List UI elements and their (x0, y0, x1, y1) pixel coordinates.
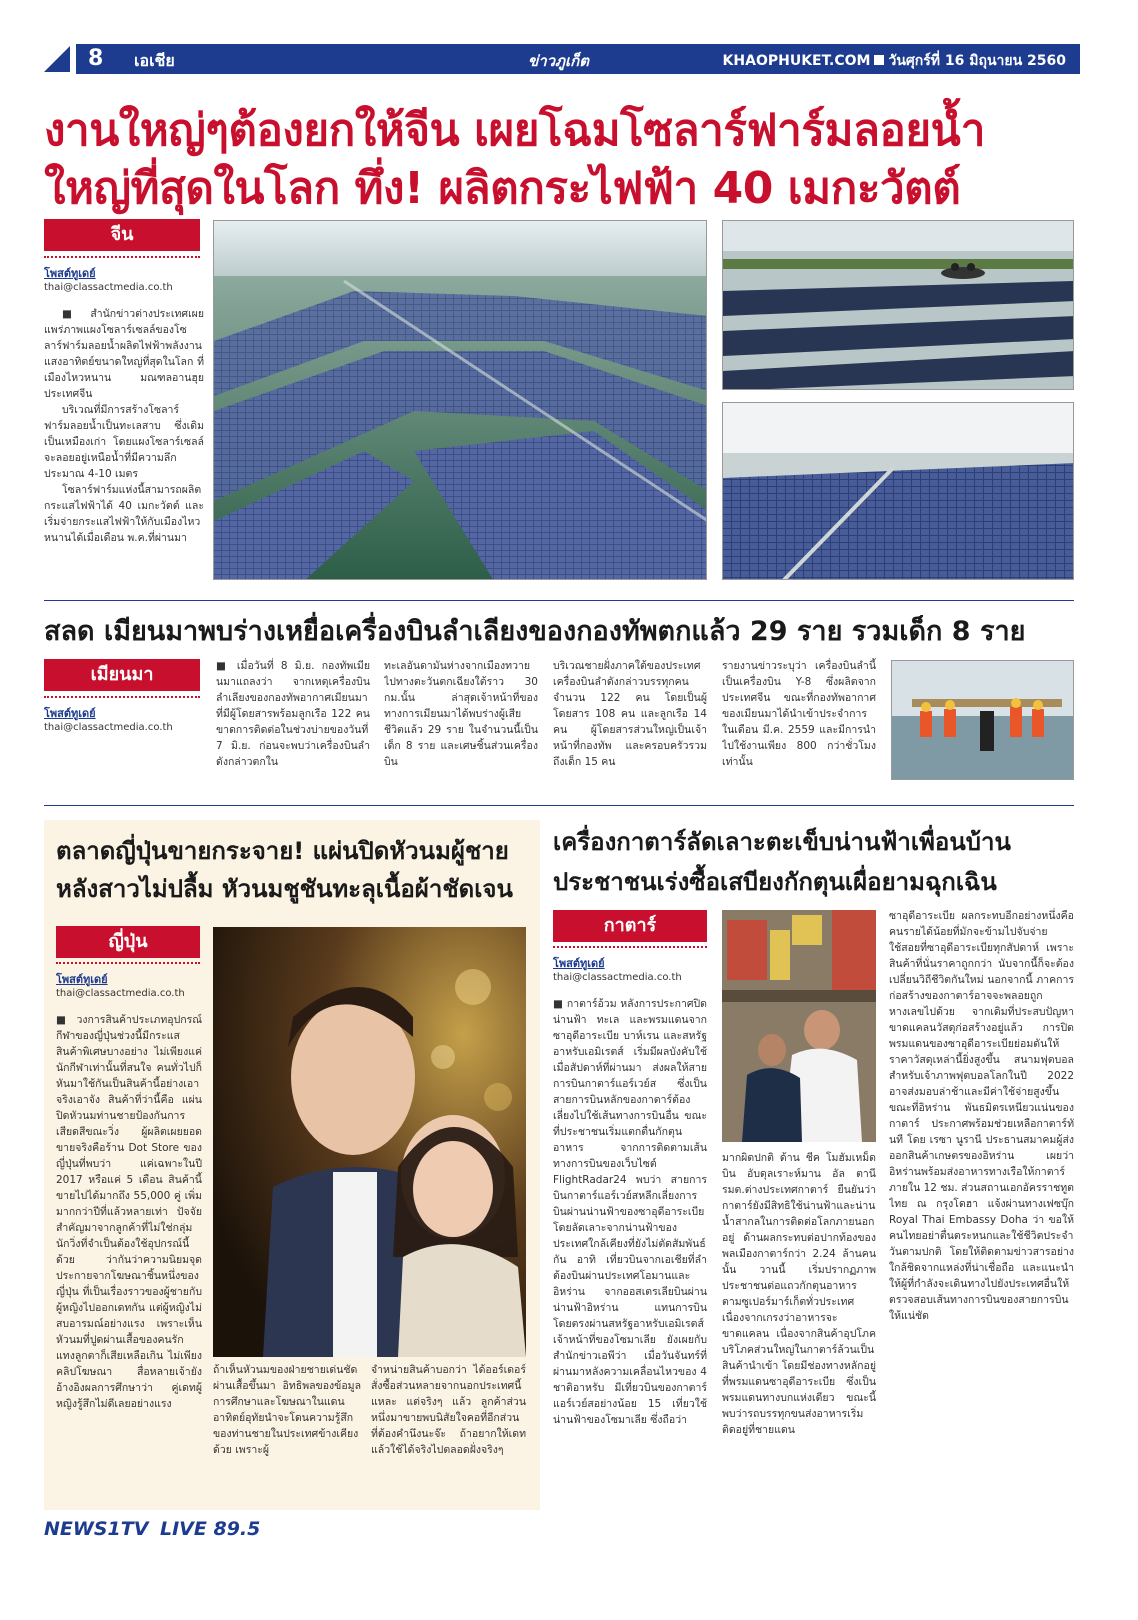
article4-column-2: มากผิดปกติ ด้าน ชีค โมฮัมเหม็ด บิน อับดุลเราะห์มาน อัล ตานี รมต.ต่างประเทศกาตาร์ ยืนยันว่า กาตาร์ยังมีสิทธิใช้น่านฟ้าและน่านน้ำสากลในการติดต่อโลกภายนอกอยู่ ด้านผลกระทบต่อปากท้องของพลเมืองกาตาร์กว่า 2.24 ล้านคนนั้น วานนี้ เริ่มปรากฏภาพประชาชนต่อแถวกักตุนอาหารตามซูเปอร์มาร์เก็ตทั่วประเทศ เนื่องจากเกรงว่าอาหารจะขาดแคลน เนื่องจากสินค้าอุปโภคบริโภคส่วนใหญ่ในกาตาร์ล้วนเป็นสินค้านำเข้า โดยมีช่องทางหลักอยู่ที่พรมแดนซาอุดีอาระเบีย ซึ่งเป็นพรมแดนทางบกแห่งเดียว ขณะนี้พบว่ารถบรรทุกขนส่งอาหารเริ่มติดอยู่ที่ชายแดน (722, 1152, 876, 1436)
article3-headline-line1: ตลาดญี่ปุ่นขายกระจาย! แผ่นปิดหัวนมผู้ชาย (56, 837, 509, 865)
header-date-line (723, 50, 1066, 72)
article1-paragraph: ■ สำนักข่าวต่างประเทศเผยแพร่ภาพแผงโซลาร์เซลล์ของโซลาร์ฟาร์มลอยน้ำผลิตไฟฟ้าพลังงานแสงอาทิตย์ขนาดใหญ่ที่สุดในโลก ที่เมืองไหวหนาน มณฑลอานฮุย ประเทศจีน (44, 308, 204, 400)
corner-logo-mark (44, 46, 70, 72)
article2-email[interactable]: thai@classactmedia.co.th (44, 722, 173, 733)
article3-couple-photo (213, 927, 526, 1357)
article2-column-2: ทะเลอันดามันห่างจากเมืองทวายไปทางตะวันตกเฉียงใต้ราว 30 กม.นั้น ล่าสุดเจ้าหน้าที่ของทางการเมียนมาได้พบร่างผู้เสียชีวิตแล้ว 29 ราย ในจำนวนนี้เป็นเด็ก 8 ราย และเศษชิ้นส่วนเครื่องบิน (384, 660, 538, 768)
article1-byline-block (44, 264, 204, 293)
article4-headline-line2: ประชาชนเร่งซื้อเสบียงกักตุนเผื่อยามฉุกเฉิน (553, 868, 997, 896)
article1-paragraph: โซลาร์ฟาร์มแห่งนี้สามารถผลิตกระแสไฟฟ้าได้ 40 เมกะวัตต์ และเริ่มจ่ายกระแสไฟฟ้าให้กับเมืองไหวหนานได้เมื่อเดือน พ.ค.ที่ผ่านมา (44, 484, 204, 544)
article3-headline (56, 832, 536, 908)
article2-country-tag: เมียนมา (44, 659, 200, 691)
article4-headline (553, 822, 1083, 902)
article1-headline (44, 102, 1094, 218)
website-link[interactable]: KHAOPHUKET.COM (722, 53, 871, 69)
article3-email[interactable]: thai@classactmedia.co.th (56, 988, 185, 999)
newspaper-logo: ข่าวภูเก็ต (528, 52, 589, 70)
article4-country-tag: กาตาร์ (553, 910, 707, 942)
article2-rescue-photo (891, 660, 1074, 780)
footer-news1tv-logo: NEWS1TV (44, 1518, 149, 1540)
article1-paragraph: บริเวณที่มีการสร้างโซลาร์ฟาร์มลอยน้ำเป็นทะเลสาบ ซึ่งเดิมเป็นเหมืองเก่า โดยแผงโซลาร์เซลล์จะลอยอยู่เหนือน้ำที่มีความลึกประมาณ 4-10 เมตร (44, 404, 204, 480)
article2-column-4: รายงานข่าวระบุว่า เครื่องบินลำนี้เป็นเครื่องบิน Y-8 ซึ่งผลิตจากประเทศจีน ขณะที่กองทัพอากาศของเมียนมาได้นำเข้าประจำการในเดือน มี.ค. 2559 และมีการนำไปใช้งานเพียง 800 กว่าชั่วโมงเท่านั้น (722, 660, 876, 768)
article4-byline[interactable]: โพสต์ทูเดย์ (553, 957, 605, 970)
article1-headline-line1: งานใหญ่ๆต้องยกให้จีน เผยโฉมโซลาร์ฟาร์มลอยน้ำ (44, 105, 985, 156)
article1-body (44, 306, 204, 578)
article3-byline-block (56, 970, 206, 999)
article1-country-tag: จีน (44, 219, 200, 251)
article3-headline-line2: หลังสาวไม่ปลื้ม หัวนมชูชันทะลุเนื้อผ้าชัดเจน (56, 875, 513, 903)
issue-date: วันศุกร์ที่ 16 มิถุนายน 2560 (888, 53, 1066, 69)
article1-main-photo (213, 220, 707, 580)
article4-shoppers-photo (722, 910, 876, 1142)
article2-headline: สลด เมียนมาพบร่างเหยื่อเครื่องบินลำเลียงของกองทัพตกแล้ว 29 ราย รวมเด็ก 8 ราย (44, 616, 1026, 647)
article3-column-1: ■ วงการสินค้าประเภทอุปกรณ์กีฬาของญี่ปุ่นช่วงนี้มีกระแสสินค้าพิเศษบางอย่าง ไม่เพียงแค่นักกีฬาเท่านั้นที่สนใจ คนทั่วไปก็หันมาใช้กันเป็นสินค้านี้อย่างเอาจริงเอาจัง สินค้าที่ว่านี้คือ แผ่นปิดหัวนมท่านชายป้องกันการเสียดสีขณะวิ่ง ผู้ผลิตเผยยอดขายจริงคือร้าน Dot Store ของญี่ปุ่นที่พบว่า แค่เฉพาะในปี 2017 หรือแค่ 5 เดือน สินค้านี้ขายไปได้มากถึง 55,000 คู่ เพิ่มมากกว่าปีที่แล้วหลายเท่า ปัจจัยสำคัญมาจากลูกค้าที่ไม่ใช่กลุ่มนักวิ่งที่จำเป็นต้องใช้อุปกรณ์นี้ด้วย ว่ากันว่าความนิยมจุดประกายจากโฆษณาชิ้นหนึ่งของญี่ปุ่น ที่เป็นเรื่องราวของผู้ชายกับผู้หญิงไปออกเดทกัน แต่ผู้หญิงไม่สบอารมณ์อย่างแรง เพราะเห็นหัวนมที่ปูดผ่านเสื้อของคนรักแทงลูกตาก็เสียเหลือเกิน ไม่เพียงคลิปโฆษณา สื่อหลายเจ้ายังอ้างอิงผลการศึกษาว่า คู่เดทผู้หญิงรู้สึกไม่ดีเลยอย่างแรง (56, 1014, 202, 1410)
article3-tag-divider (56, 962, 200, 964)
article1-email[interactable]: thai@classactmedia.co.th (44, 282, 173, 293)
article1-byline[interactable]: โพสต์ทูเดย์ (44, 267, 96, 280)
article2-column-3: บริเวณชายฝั่งภาคใต้ของประเทศ เครื่องบินลำดังกล่าวบรรทุกคนจำนวน 122 คน โดยเป็นผู้โดยสาร 108 คน และลูกเรือ 14 คน ผู้โดยสารส่วนใหญ่เป็นเจ้าหน้าที่กองทัพ และครอบครัวรวมถึงเด็ก 15 คน (553, 660, 707, 768)
article1-headline-line2: ใหญ่ที่สุดในโลก ทึ่ง! ผลิตกระไฟฟ้า 40 เมกะวัตต์ (44, 163, 961, 214)
article4-headline-line1: เครื่องกาตาร์ลัดเลาะตะเข็บน่านฟ้าเพื่อนบ้าน (553, 828, 1011, 856)
article3-byline[interactable]: โพสต์ทูเดย์ (56, 973, 108, 986)
footer-live-radio-logo: LIVE 89.5 (160, 1518, 261, 1540)
article2-tag-divider (44, 696, 200, 698)
article3-country-tag: ญี่ปุ่น (56, 926, 200, 958)
section-divider (44, 600, 1074, 601)
page-number: 8 (88, 46, 104, 71)
article4-column-1: ■ กาตาร์อ้วม หลังการประกาศปิดน่านฟ้า ทะเล และพรมแดนจากซาอุดีอาระเบีย บาห์เรน และสหรัฐอาหรับเอมิเรตส์ เริ่มมีผลบังคับใช้เมื่อสัปดาห์ที่ผ่านมา ส่งผลให้สายการบินกาตาร์แอร์เวย์ส ซึ่งเป็นสายการบินหลักของกาตาร์ต้องเลี่ยงไปใช้เส้นทางการบินอื่น ขณะที่ประชาชนเริ่มแตกตื่นกักตุนอาหาร จากการติดตามเส้นทางการบินของเว็บไซต์ FlightRadar24 พบว่า สายการบินกาตาร์แอร์เวย์สหลีกเลี่ยงการบินผ่านน่านฟ้าของซาอุดีอาระเบีย โดยลัดเลาะจากน่านฟ้าของประเทศใกล้เคียงที่ยังไม่ตัดสัมพันธ์กัน อาทิ เที่ยวบินจากเอเชียที่ลำต้องบินผ่านประเทศโอมานและอิหร่าน จากออสเตรเลียบินผ่านน่านฟ้าอิหร่าน แทนการบินโดยตรงผ่านสหรัฐอาหรับเอมิเรตส์ เจ้าหน้าที่ของโซมาเลีย ยังเผยกับสำนักข่าวเอพีว่า เมื่อวันจันทร์ที่ผ่านมาหลังความเคลื่อนไหวของ 4 ชาติอาหรับ มีเที่ยวบินของกาตาร์แอร์เวย์สอย่างน้อย 15 เที่ยวใช้น่านฟ้าของโซมาเลีย ซึ่งถือว่า (553, 998, 707, 1426)
section-divider (44, 805, 1074, 806)
article2-byline-block (44, 704, 204, 733)
section-name: เอเชีย (134, 51, 175, 70)
header-bar (76, 44, 1080, 74)
article4-column-3: ซาอุดีอาระเบีย ผลกระทบอีกอย่างหนึ่งคือ คนรายได้น้อยที่มักจะข้ามไปจับจ่ายใช้สอยที่ซาอุดีอาระเบียทุกสัปดาห์ เพราะสินค้าที่นั่นราคาถูกกว่า นับจากนี้ก็จะต้องเปลี่ยนวิถีชีวิตกันใหม่ นอกจากนี้ ภาคการก่อสร้างของกาตาร์อาจจะพลอยถูกหางเลขไปด้วย จากเดิมที่ประสบปัญหาขาดแคลนวัสดุก่อสร้างอยู่แล้ว การปิดพรมแดนของซาอุดีอาระเบียย่อมดันให้ราคาวัสดุเหล่านี้ยิ่งสูงขึ้น สนามฟุตบอลสำหรับเจ้าภาพฟุตบอลโลกในปี 2022 อาจส่งมอบล่าช้าและมีค่าใช้จ่ายสูงขึ้น ขณะที่อิหร่าน พันธมิตรเหนียวแน่นของกาตาร์ ประกาศพร้อมช่วยเหลือกาตาร์ทันที โดย เรซา นูรานี ประธานสมาคมผู้ส่งออกสินค้าเกษตรของอิหร่าน เผยว่า อิหร่านพร้อมส่งอาหารทางเรือให้กาตาร์ภายใน 12 ชม. ส่วนสถานเอกอัครราชทูตไทย ณ กรุงโดฮา แจ้งผ่านทางเฟซบุ๊ก Royal Thai Embassy Doha ว่า ขอให้คนไทยอย่าตื่นตระหนกและใช้ชีวิตประจำวันตามปกติ โดยให้ติดตามข่าวสารอย่างใกล้ชิดจากแหล่งที่น่าเชื่อถือ และแนะนำให้ผู้ที่กำลังจะเดินทางไปยังประเทศอื่นให้ตรวจสอบเส้นทางการบินของสายการบินให้แน่ชัด (889, 910, 1074, 1322)
article3-column-2: ถ้าเห็นหัวนมของฝ่ายชายเด่นชัดผ่านเสื้อขึ้นมา อิทธิพลของข้อมูลการศึกษาและโฆษณาในแดนอาทิตย์อุทัยนำจะโดนความรู้สึกของท่านชายในประเทศข้างเคียงด้วย เพราะผู้ (213, 1364, 361, 1456)
article1-photo-panels (722, 402, 1074, 580)
article2-column-1: ■ เมื่อวันที่ 8 มิ.ย. กองทัพเมียนมาแถลงว่า จากเหตุเครื่องบินลำเลียงของกองทัพอากาศเมียนมา ที่มีผู้โดยสารพร้อมลูกเรือ 122 คน ขาดการติดต่อในช่วงบ่ายของวันที่ 7 มิ.ย. ก่อนจะพบว่าเครื่องบินลำดังกล่าวตกใน (216, 660, 370, 768)
article3-column-3: จำหน่ายสินค้าบอกว่า ได้ออร์เดอร์สั่งซื้อส่วนหลายจากนอกประเทศนี้แหละ แต่จริงๆ แล้ว ลูกค้าส่วนหนึ่งมาขายพบนิสัยใจคอที่อีกส่วนที่ต้องคำนึงนะจ๊ะ ถ้าอยากให้เดทแล้วใช้ได้จริงไปตลอดฝั่งจริงๆ (371, 1364, 526, 1456)
article4-byline-block (553, 954, 713, 983)
article4-email[interactable]: thai@classactmedia.co.th (553, 972, 682, 983)
article4-tag-divider (553, 946, 707, 948)
article1-photo-boats (722, 220, 1074, 390)
article2-byline[interactable]: โพสต์ทูเดย์ (44, 707, 96, 720)
article1-tag-divider (44, 256, 200, 258)
